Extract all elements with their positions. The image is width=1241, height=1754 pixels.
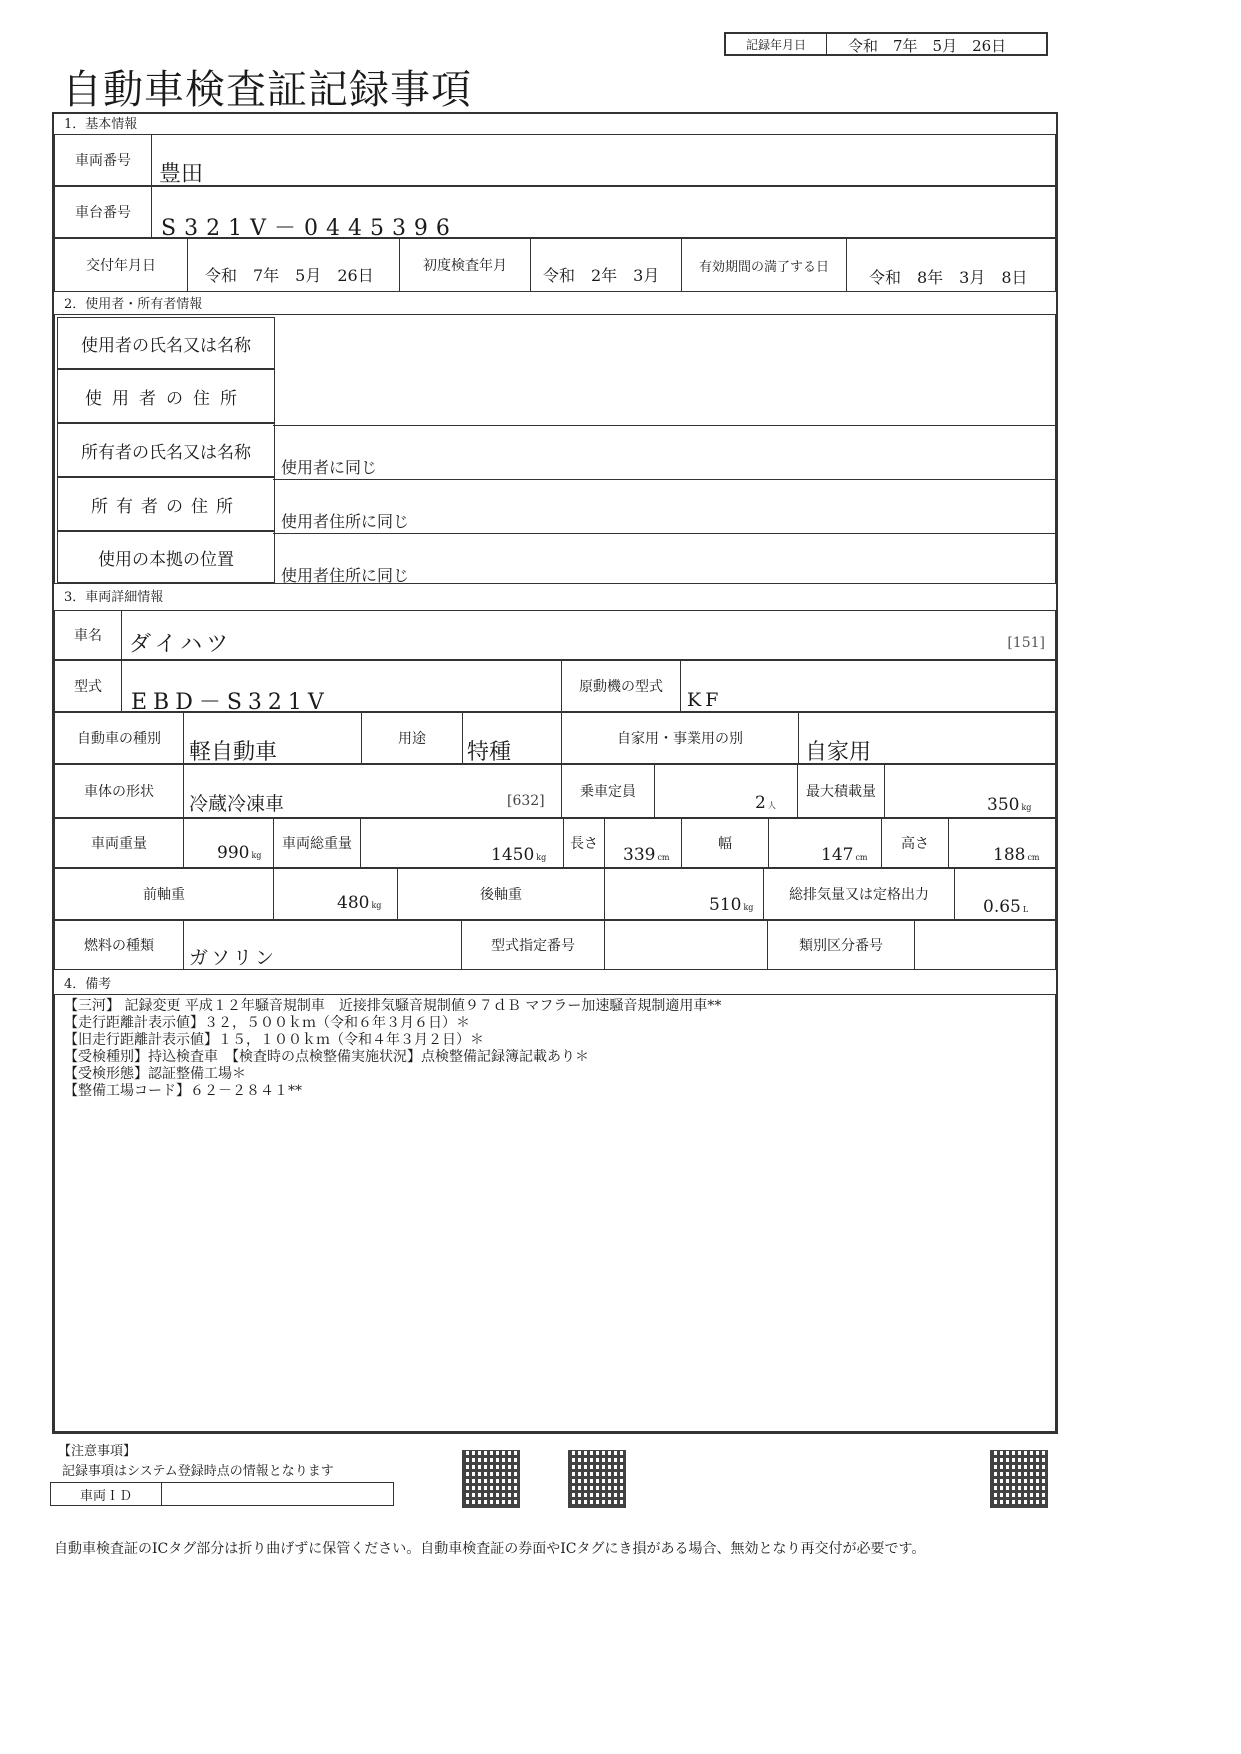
bottom-note: 自動車検査証のICタグ部分は折り曲げずに保管ください。自動車検査証の券面やICタグにき損がある場合、無効となり再交付が必要です。: [54, 1541, 926, 1557]
divider: [273, 479, 1055, 480]
rear-axle-label: 後軸重: [397, 869, 605, 919]
front-axle-number: 480: [337, 893, 370, 913]
divider: [273, 425, 1055, 426]
engine-label: 原動機の型式: [561, 661, 681, 711]
make-value: ダイハツ: [129, 632, 233, 657]
first-reg-label: 初度検査年月: [399, 239, 531, 291]
remark-line: 【旧走行距離計表示値】１５，１００ｋｍ（令和４年３月２日）＊: [64, 1032, 484, 1048]
private-label: 自家用・事業用の別: [561, 713, 799, 763]
user-name-label: 使用者の氏名又は名称: [57, 317, 275, 369]
chassis-row: [54, 186, 1056, 241]
weight-unit: kg: [251, 851, 262, 860]
owner-name-value: 使用者に同じ: [281, 458, 378, 477]
rear-axle-number: 510: [709, 895, 742, 915]
qr-code-icon: [462, 1450, 520, 1508]
body-row: [54, 764, 1056, 818]
kind-label: 自動車の種別: [55, 713, 184, 763]
capacity-label: 乗車定員: [561, 765, 655, 817]
max-load-label: 最大積載量: [797, 765, 885, 817]
remark-line: 【整備工場コード】６２－２８４１**: [64, 1083, 302, 1099]
height-label: 高さ: [881, 819, 949, 867]
use-value: 特種: [467, 740, 512, 765]
width-value: [821, 845, 868, 865]
owner-address-label: 所有者の住所: [57, 477, 275, 531]
model-value: EBD－S321V: [131, 690, 330, 715]
length-value: [623, 845, 670, 865]
kind-value: 軽自動車: [189, 740, 278, 765]
remark-line: 【三河】 記録変更 平成１２年騒音規制車 近接排気騒音規制値９７ｄＢ マフラー加速騒音規制適用車**: [64, 998, 722, 1014]
chassis-label: 車台番号: [55, 187, 152, 237]
fuel-value: ガソリン: [189, 947, 278, 969]
vehicle-id-label: 車両ＩＤ: [51, 1483, 162, 1505]
gross-number: 1450: [491, 845, 535, 865]
base-location-value: 使用者住所に同じ: [281, 566, 410, 585]
make-code: [151]: [1007, 635, 1045, 651]
chassis-value: S321V－0445396: [161, 216, 458, 241]
dimensions-row: [54, 818, 1056, 868]
weight-label: 車両重量: [55, 819, 184, 867]
dates-row: [54, 238, 1056, 292]
remark-line: 【受検種別】持込検査車 【検査時の点検整備実施状況】点検整備記録簿記載あり＊: [64, 1049, 589, 1065]
rear-axle-unit: kg: [743, 903, 754, 912]
section-basic-heading: 1．基本情報: [64, 117, 138, 132]
remark-line: 【走行距離計表示値】３２，５００ｋｍ（令和６年３月６日）＊: [64, 1015, 470, 1031]
divider: [273, 533, 1055, 534]
section-detail-heading: 3．車両詳細情報: [64, 590, 164, 605]
capacity-number: 2: [755, 793, 766, 813]
registration-value: 豊田: [159, 162, 204, 187]
body-code: [632]: [507, 793, 545, 809]
remarks-list: [64, 998, 721, 1100]
kind-row: [54, 712, 1056, 764]
expiry-label: 有効期間の満了する日: [681, 239, 847, 291]
weight-number: 990: [217, 843, 250, 863]
model-label: 型式: [55, 661, 122, 711]
gross-value: [491, 845, 546, 865]
user-owner-block: [54, 314, 1056, 584]
front-axle-value: [337, 893, 381, 913]
section-user-heading: 2．使用者・所有者情報: [64, 297, 203, 312]
issue-date-label: 交付年月日: [55, 239, 188, 291]
engine-value: KF: [687, 689, 723, 711]
make-label: 車名: [55, 611, 122, 659]
width-label: 幅: [681, 819, 769, 867]
model-row: [54, 660, 1056, 715]
qr-code-icon: [568, 1450, 626, 1508]
fuel-label: 燃料の種類: [55, 921, 184, 969]
owner-name-label: 所有者の氏名又は名称: [57, 423, 275, 477]
notice-title: 【注意事項】: [58, 1444, 137, 1459]
use-label: 用途: [361, 713, 463, 763]
type-designation-label: 型式指定番号: [461, 921, 605, 969]
record-date-box: [724, 32, 1048, 56]
capacity-unit: 人: [767, 801, 776, 810]
width-number: 147: [821, 845, 854, 865]
max-load-number: 350: [987, 795, 1020, 815]
remark-line: 【受検形態】認証整備工場＊: [64, 1066, 246, 1082]
rear-axle-value: [709, 895, 753, 915]
expiry-value: 令和 8年 3月 8日: [869, 268, 1028, 287]
owner-address-value: 使用者住所に同じ: [281, 512, 410, 531]
height-unit: cm: [1027, 853, 1040, 862]
length-unit: cm: [657, 853, 670, 862]
displacement-number: 0.65: [983, 897, 1021, 917]
length-label: 長さ: [563, 819, 605, 867]
qr-code-icon: [990, 1450, 1048, 1508]
private-value: 自家用: [805, 740, 872, 765]
max-load-value: [987, 795, 1031, 815]
displacement-unit: L: [1022, 905, 1029, 914]
height-number: 188: [993, 845, 1026, 865]
record-date-label: 記録年月日: [726, 34, 827, 54]
front-axle-label: 前軸重: [55, 869, 274, 919]
vehicle-id-box: [50, 1482, 394, 1506]
displacement-label: 総排気量又は定格出力: [763, 869, 955, 919]
registration-row: [54, 134, 1056, 186]
page-title: 自動車検査証記録事項: [62, 67, 472, 113]
registration-label: 車両番号: [55, 135, 152, 185]
max-load-unit: kg: [1021, 803, 1032, 812]
gross-unit: kg: [536, 853, 547, 862]
width-unit: cm: [855, 853, 868, 862]
body-label: 車体の形状: [55, 765, 184, 817]
axle-row: [54, 868, 1056, 920]
front-axle-unit: kg: [371, 901, 382, 910]
first-reg-value: 令和 2年 3月: [543, 266, 660, 285]
record-date-value: 令和 7年 5月 26日: [848, 37, 1007, 55]
user-address-label: 使用者の住所: [57, 369, 275, 423]
base-location-label: 使用の本拠の位置: [57, 531, 275, 583]
category-label: 類別区分番号: [767, 921, 915, 969]
displacement-value: [983, 897, 1028, 917]
section-remarks-heading: 4．備考: [64, 977, 112, 992]
make-row: [54, 610, 1056, 660]
body-value: 冷蔵冷凍車: [189, 793, 285, 815]
length-number: 339: [623, 845, 656, 865]
issue-date-value: 令和 7年 5月 26日: [205, 266, 374, 285]
weight-value: [217, 843, 261, 863]
gross-label: 車両総重量: [273, 819, 361, 867]
fuel-row: [54, 920, 1056, 970]
height-value: [993, 845, 1040, 865]
capacity-value: [755, 793, 776, 813]
notice-text: 記録事項はシステム登録時点の情報となります: [62, 1464, 334, 1479]
